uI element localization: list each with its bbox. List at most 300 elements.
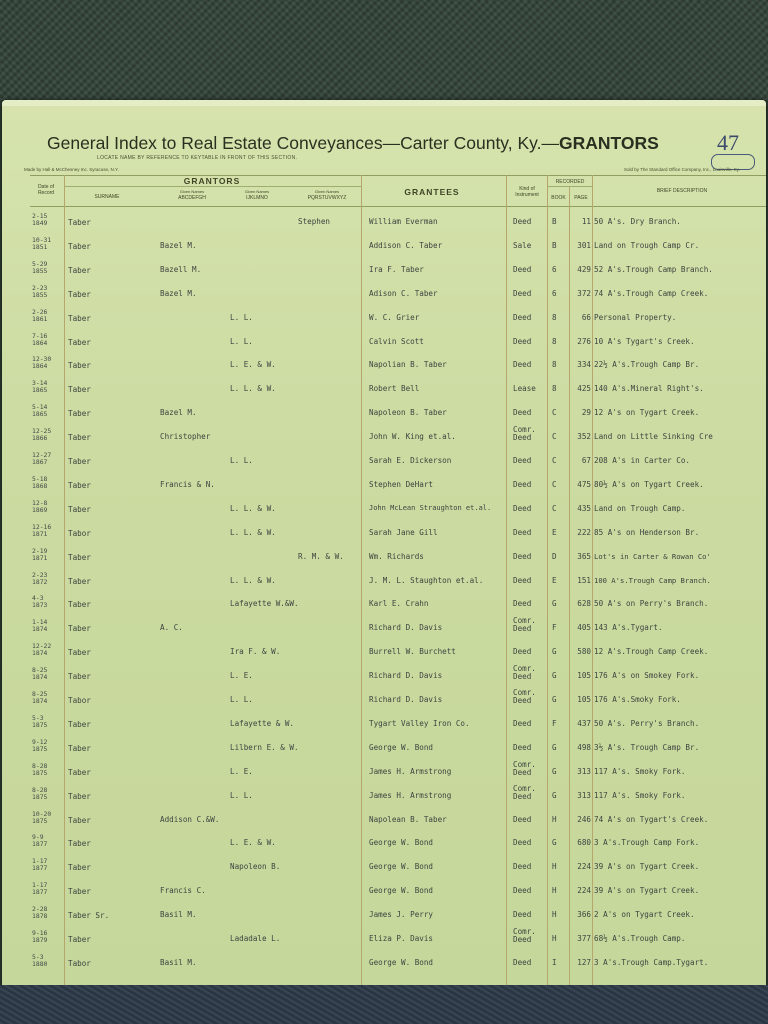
description-cell: 39 A's on Tygart Creek. (594, 886, 700, 896)
book-cell: 8 (552, 384, 557, 394)
instrument-kind-cell: Deed (513, 742, 532, 752)
date-year-cell: 1873 (32, 601, 48, 610)
grantee-cell: George W. Bond (369, 862, 434, 872)
book-cell: C (552, 456, 557, 465)
table-row (2, 784, 766, 808)
grantee-cell: Sarah E. Dickerson (369, 456, 452, 465)
grantee-cell: Richard D. Davis (369, 695, 443, 704)
instrument-kind-cell: Comr. Deed (513, 664, 536, 682)
instrument-kind-cell: Lease (513, 384, 536, 394)
page-cell: 435 (577, 503, 591, 513)
description-cell: 12 A's on Tygart Creek. (594, 408, 700, 418)
table-row (2, 688, 766, 712)
grantee-cell: William Everman (369, 217, 438, 226)
surname-cell: Taber (68, 265, 91, 275)
book-cell: G (552, 695, 557, 704)
grantee-cell: Napolian B. Taber (369, 360, 447, 370)
description-cell: 50 A's on Perry's Branch. (594, 599, 709, 609)
date-year-cell: 1865 (32, 410, 48, 419)
date-year-cell: 1875 (32, 816, 48, 825)
book-cell: F (552, 623, 557, 633)
table-row (2, 855, 766, 879)
grantee-cell: James H. Armstrong (369, 790, 452, 800)
header-given-ijklmno: IJKLMNO (246, 195, 268, 201)
instrument-kind-cell: Deed (513, 527, 532, 537)
given-name-ijklmno-cell: L. L. & W. (230, 575, 276, 585)
date-year-cell: 1875 (32, 768, 48, 777)
given-name-ijklmno-cell: L. L. (230, 456, 253, 465)
instrument-kind-cell: Deed (513, 479, 532, 489)
given-name-abcdefgh-cell: Christopher (160, 432, 211, 442)
grantee-cell: Wm. Richards (369, 551, 424, 561)
table-row (2, 831, 766, 855)
surname-cell: Taber (68, 815, 91, 825)
date-day-cell: 12-8 (32, 498, 48, 507)
table-row (2, 353, 766, 377)
book-cell: C (552, 479, 557, 489)
date (32, 380, 47, 394)
book-cell: E (552, 575, 557, 585)
instrument-kind-cell: Deed (513, 264, 532, 274)
date-day-cell: 5-3 (32, 952, 44, 961)
book-cell: B (552, 240, 557, 250)
table-row (2, 425, 766, 449)
date-day-cell: 2-15 (32, 212, 48, 220)
header-date: Date of Record (37, 184, 55, 196)
header-given-abcdefgh: ABCDEFGH (178, 195, 206, 201)
description-cell: Lot's in Carter & Rowan Co' (594, 551, 711, 561)
date-day-cell: 2-28 (32, 905, 48, 914)
description-cell: 208 A's in Carter Co. (594, 456, 691, 465)
surname-cell: Tabor (68, 958, 91, 968)
page-cell: 66 (581, 312, 591, 322)
surname-cell: Taber (68, 504, 91, 514)
book-cell: 8 (552, 312, 557, 322)
date-year-cell: 1855 (32, 266, 48, 275)
description-cell: 3 A's.Trough Camp Fork. (594, 838, 700, 848)
grantee-cell: Stephen DeHart (369, 479, 434, 489)
instruction-line: LOCATE NAME BY REFERENCE TO KEYTABLE IN FRONT OF THIS SECTION. (97, 155, 298, 161)
surname-cell: Taber (68, 672, 91, 682)
date (32, 237, 51, 251)
page-cell: 11 (581, 217, 591, 226)
date-day-cell: 1-17 (32, 881, 48, 890)
date (32, 285, 47, 299)
instrument-kind-cell: Comr. Deed (513, 425, 536, 443)
page-cell: 151 (577, 575, 591, 585)
header-recorded: RECORDED (555, 179, 585, 185)
instrument-kind-cell: Deed (513, 718, 532, 728)
table-row (2, 401, 766, 425)
instrument-kind-cell: Deed (513, 862, 532, 872)
page-cell: 246 (577, 814, 591, 824)
book-cell: 8 (552, 360, 557, 370)
header-grantees: GRANTEES (404, 187, 460, 197)
header-surname: SURNAME (94, 194, 120, 200)
description-cell: 50 A's. Perry's Branch. (594, 718, 700, 728)
date-year-cell: 1855 (32, 290, 48, 299)
date-day-cell: 5-18 (32, 474, 48, 483)
given-name-ijklmno-cell: L. E. (230, 671, 253, 681)
surname-cell: Taber (68, 337, 91, 347)
surname-cell: Taber Sr. (68, 911, 110, 921)
description-cell: 74 A's.Trough Camp Creek. (594, 288, 709, 298)
instrument-kind-cell: Comr. Deed (513, 688, 536, 705)
date-day-cell: 10-31 (32, 235, 52, 244)
page-cell: 224 (577, 886, 591, 896)
title-section: GRANTORS (558, 133, 659, 153)
date-year-cell: 1851 (32, 242, 48, 251)
date-day-cell: 8-25 (32, 666, 48, 675)
instrument-kind-cell: Deed (513, 838, 532, 848)
date (32, 643, 51, 657)
instrument-kind-cell: Comr. Deed (513, 759, 536, 777)
date-day-cell: 2-19 (32, 546, 48, 555)
grantee-cell: Richard D. Davis (369, 623, 443, 633)
surname-cell: Taber (68, 385, 91, 395)
date-day-cell: 12-27 (32, 451, 52, 459)
date (32, 858, 47, 872)
page-cell: 366 (577, 910, 591, 920)
page-cell: 127 (577, 957, 591, 967)
given-name-abcdefgh-cell: Addison C.&W. (160, 814, 220, 824)
table-row (2, 282, 766, 306)
surname-cell: Taber (68, 743, 91, 753)
surname-cell: Taber (68, 839, 91, 849)
given-name-abcdefgh-cell: Bazell M. (160, 264, 202, 274)
description-cell: Personal Property. (594, 312, 677, 322)
date (32, 906, 47, 920)
page-cell: 301 (577, 240, 591, 250)
date (32, 834, 47, 848)
page-cell: 334 (577, 360, 591, 370)
header-given-label-1: Given Names (179, 189, 205, 194)
surname-cell: Tabor (68, 528, 91, 538)
description-cell: 85 A's on Henderson Br. (594, 527, 700, 537)
surname-cell: Tabor (68, 696, 91, 705)
instrument-kind-cell: Deed (513, 456, 532, 465)
table-row (2, 306, 766, 330)
page-cell: 437 (577, 718, 591, 728)
date-year-cell: 1875 (32, 744, 48, 753)
table-row (2, 377, 766, 401)
table-row (2, 616, 766, 640)
date-day-cell: 9-12 (32, 737, 48, 746)
page-cell: 224 (577, 862, 591, 872)
instrument-kind-cell: Deed (513, 647, 532, 657)
given-name-ijklmno-cell: Lilbern E. & W. (230, 742, 299, 752)
description-cell: 39 A's on Tygart Creek. (594, 862, 700, 872)
table-row (2, 808, 766, 832)
page-cell: 405 (577, 623, 591, 633)
surname-cell: Taber (68, 361, 91, 371)
surname-cell: Taber (68, 218, 91, 227)
grantee-cell: James H. Armstrong (369, 766, 452, 776)
book-cell: G (552, 599, 557, 609)
description-cell: Land on Trough Camp. (594, 503, 686, 513)
date (32, 261, 47, 275)
book-cell: C (552, 503, 557, 513)
description-cell: 74 A's on Tygart's Creek. (594, 814, 709, 824)
date (32, 667, 47, 681)
date-year-cell: 1871 (32, 553, 48, 562)
page-cell: 276 (577, 336, 591, 346)
page-cell: 352 (577, 432, 591, 442)
date-day-cell: 8-28 (32, 785, 48, 794)
surname-cell: Taber (68, 433, 91, 443)
grantee-cell: George W. Bond (369, 957, 434, 967)
date (32, 595, 47, 609)
grantee-cell: Karl E. Crahn (369, 599, 429, 609)
grantee-cell: Eliza P. Davis (369, 934, 434, 943)
surname-cell: Taber (68, 863, 91, 873)
date (32, 691, 47, 705)
given-name-pqrstuvwxyz-cell: Stephen (298, 217, 331, 226)
table-row (2, 592, 766, 616)
book-cell: H (552, 886, 557, 896)
date-day-cell: 12-30 (32, 355, 52, 364)
date-day-cell: 1-14 (32, 618, 48, 627)
date (32, 572, 47, 586)
given-name-ijklmno-cell: Ladadale L. (230, 934, 281, 943)
date-day-cell: 12-25 (32, 427, 52, 436)
date-year-cell: 1878 (32, 912, 48, 921)
given-name-abcdefgh-cell: Francis C. (160, 886, 206, 896)
table-row (2, 879, 766, 903)
date-year-cell: 1879 (32, 936, 48, 944)
given-name-ijklmno-cell: L. L. & W. (230, 503, 276, 513)
date (32, 715, 47, 729)
grantee-cell: George W. Bond (369, 886, 434, 896)
description-cell: 80½ A's on Tygart Creek. (594, 479, 704, 489)
grantee-cell: Burrell W. Burchett (369, 647, 456, 657)
book-cell: E (552, 527, 557, 537)
grantee-cell: John W. King et.al. (369, 432, 456, 442)
table-row (2, 449, 766, 473)
surname-cell: Taber (68, 480, 91, 490)
page-cell: 29 (581, 408, 591, 418)
date-year-cell: 1864 (32, 338, 48, 347)
page-title: General Index to Real Estate Conveyances—Carter County, Ky.—GRANTORS (47, 133, 659, 153)
date-day-cell: 9-16 (32, 929, 48, 937)
surname-cell: Taber (68, 719, 91, 729)
date (32, 787, 47, 801)
instrument-kind-cell: Deed (513, 957, 532, 967)
surname-cell: Taber (68, 935, 91, 944)
title-county: Carter County, Ky. (400, 133, 542, 153)
date (32, 548, 47, 562)
grantee-cell: W. C. Grier (369, 312, 420, 322)
given-name-ijklmno-cell: L. E. & W. (230, 838, 276, 848)
header-given-label-2: Given Names (244, 189, 270, 194)
carpet-background-bottom (0, 985, 768, 1024)
date-day-cell: 5-14 (32, 403, 48, 412)
instrument-kind-cell: Deed (513, 360, 532, 370)
date-day-cell: 8-25 (32, 690, 48, 698)
header-bottom-rule (30, 206, 766, 207)
description-cell: Land on Little Sinking Cre (594, 432, 713, 442)
surname-cell: Taber (68, 576, 91, 586)
book-cell: 8 (552, 336, 557, 346)
table-row (2, 234, 766, 258)
given-name-abcdefgh-cell: Bazel M. (160, 288, 197, 298)
given-name-ijklmno-cell: L. L. (230, 790, 253, 800)
table-row (2, 545, 766, 569)
given-name-pqrstuvwxyz-cell: R. M. & W. (298, 551, 344, 561)
date (32, 954, 47, 968)
date (32, 811, 51, 825)
book-cell: G (552, 766, 557, 776)
date-day-cell: 3-14 (32, 379, 48, 388)
grantee-cell: Sarah Jane Gill (369, 527, 438, 537)
given-name-abcdefgh-cell: Basil M. (160, 957, 197, 967)
surname-cell: Taber (68, 887, 91, 897)
date-year-cell: 1874 (32, 625, 48, 634)
instrument-kind-cell: Deed (513, 288, 532, 298)
instrument-kind-cell: Deed (513, 910, 532, 920)
header-description: BRIEF DESCRIPTION (656, 188, 708, 194)
page-cell: 425 (577, 384, 591, 394)
instrument-kind-cell: Sale (513, 240, 532, 250)
table-row (2, 640, 766, 664)
title-main: General Index to Real Estate Conveyances (47, 133, 383, 153)
grantee-cell: George W. Bond (369, 838, 434, 848)
seller-imprint: Sold by The Standard Office Company, Inc., Louisville, Ky. (624, 167, 740, 172)
page-cell: 105 (577, 671, 591, 681)
surname-cell: Taber (68, 241, 91, 251)
page-cell: 67 (581, 456, 591, 465)
page-cell: 628 (577, 599, 591, 609)
table-row (2, 258, 766, 282)
header-page: PAGE (574, 195, 588, 201)
book-cell: B (552, 217, 557, 226)
book-cell: C (552, 432, 557, 442)
book-cell: I (552, 957, 557, 967)
table-row (2, 927, 766, 951)
description-cell: 3 A's.Trough Camp.Tygart. (594, 957, 709, 967)
date-year-cell: 1877 (32, 864, 48, 873)
header-book: BOOK (551, 195, 566, 201)
page-cell: 680 (577, 838, 591, 848)
book-cell: G (552, 671, 557, 681)
description-cell: 68½ A's.Trough Camp. (594, 934, 686, 943)
page-cell: 313 (577, 766, 591, 776)
book-cell: H (552, 814, 557, 824)
date-year-cell: 1875 (32, 792, 48, 801)
surname-cell: Taber (68, 600, 91, 610)
page-number: 47 (717, 130, 739, 155)
description-cell: 117 A's. Smoky Fork. (594, 790, 686, 800)
instrument-kind-cell: Comr. Deed (513, 616, 536, 634)
date-year-cell: 1865 (32, 386, 48, 395)
description-cell: 100 A's.Trough Camp Branch. (594, 575, 711, 585)
grantee-cell: Napolean B. Taber (369, 814, 447, 824)
date-day-cell: 2-23 (32, 283, 48, 292)
table-row (2, 760, 766, 784)
book-cell: D (552, 551, 557, 561)
given-name-ijklmno-cell: Napoleon B. (230, 862, 281, 872)
instrument-kind-cell: Deed (513, 551, 532, 561)
given-name-abcdefgh-cell: A. C. (160, 623, 183, 633)
date-year-cell: 1867 (32, 458, 48, 466)
date (32, 452, 51, 466)
given-name-abcdefgh-cell: Bazel M. (160, 240, 197, 250)
date (32, 882, 47, 896)
given-name-ijklmno-cell: Lafayette & W. (230, 718, 295, 728)
given-name-ijklmno-cell: L. L. (230, 312, 253, 322)
date-year-cell: 1877 (32, 840, 48, 849)
date (32, 428, 51, 442)
date-year-cell: 1871 (32, 529, 48, 538)
given-name-ijklmno-cell: L. L. & W. (230, 527, 276, 537)
header-top-rule (30, 175, 766, 176)
date-year-cell: 1874 (32, 673, 48, 682)
date-year-cell: 1849 (32, 219, 48, 227)
page-cell: 377 (577, 934, 591, 943)
table-row (2, 569, 766, 593)
date-day-cell: 12-22 (32, 642, 52, 651)
date (32, 930, 47, 944)
grantee-cell: Calvin Scott (369, 336, 424, 346)
book-cell: G (552, 742, 557, 752)
date-year-cell: 1861 (32, 314, 48, 323)
surname-cell: Taber (68, 791, 91, 801)
date-day-cell: 4-3 (32, 594, 44, 603)
instrument-kind-cell: Deed (513, 575, 532, 585)
grantee-cell: Napoleon B. Taber (369, 408, 447, 418)
description-cell: 2 A's on Tygart Creek. (594, 910, 695, 920)
date-year-cell: 1866 (32, 434, 48, 443)
surname-cell: Taber (68, 457, 91, 466)
grantee-cell: Robert Bell (369, 384, 420, 394)
given-name-ijklmno-cell: L. E. (230, 766, 253, 776)
date (32, 500, 47, 514)
book-cell: H (552, 934, 557, 943)
date-year-cell: 1874 (32, 649, 48, 658)
table-row (2, 712, 766, 736)
surname-cell: Taber (68, 552, 91, 562)
page-cell: 372 (577, 288, 591, 298)
date-day-cell: 2-26 (32, 307, 48, 316)
date (32, 476, 47, 490)
surname-cell: Taber (68, 624, 91, 634)
instrument-kind-cell: Deed (513, 503, 532, 513)
description-cell: 117 A's. Smoky Fork. (594, 766, 686, 776)
grantee-cell: Richard D. Davis (369, 671, 443, 681)
surname-cell: Taber (68, 648, 91, 658)
header-given-pqrstuvwxyz: PQRSTUVWXYZ (307, 195, 347, 201)
date (32, 404, 47, 418)
page-cell: 429 (577, 264, 591, 274)
date-day-cell: 12-16 (32, 522, 52, 531)
date (32, 213, 47, 227)
given-name-abcdefgh-cell: Basil M. (160, 910, 197, 920)
description-cell: 176 A's on Smokey Fork. (594, 671, 700, 681)
book-cell: 6 (552, 264, 557, 274)
description-cell: 52 A's.Trough Camp Branch. (594, 264, 713, 274)
description-cell: 143 A's.Tygart. (594, 623, 663, 633)
grantee-cell: Ira F. Taber (369, 264, 424, 274)
given-name-ijklmno-cell: L. L. & W. (230, 384, 276, 394)
surname-cell: Taber (68, 409, 91, 419)
table-row (2, 210, 766, 234)
date-day-cell: 1-17 (32, 857, 48, 866)
instrument-kind-cell: Comr. Deed (513, 927, 536, 944)
table-row (2, 473, 766, 497)
date-day-cell: 5-3 (32, 713, 44, 722)
book-cell: H (552, 862, 557, 872)
surname-cell: Taber (68, 289, 91, 299)
